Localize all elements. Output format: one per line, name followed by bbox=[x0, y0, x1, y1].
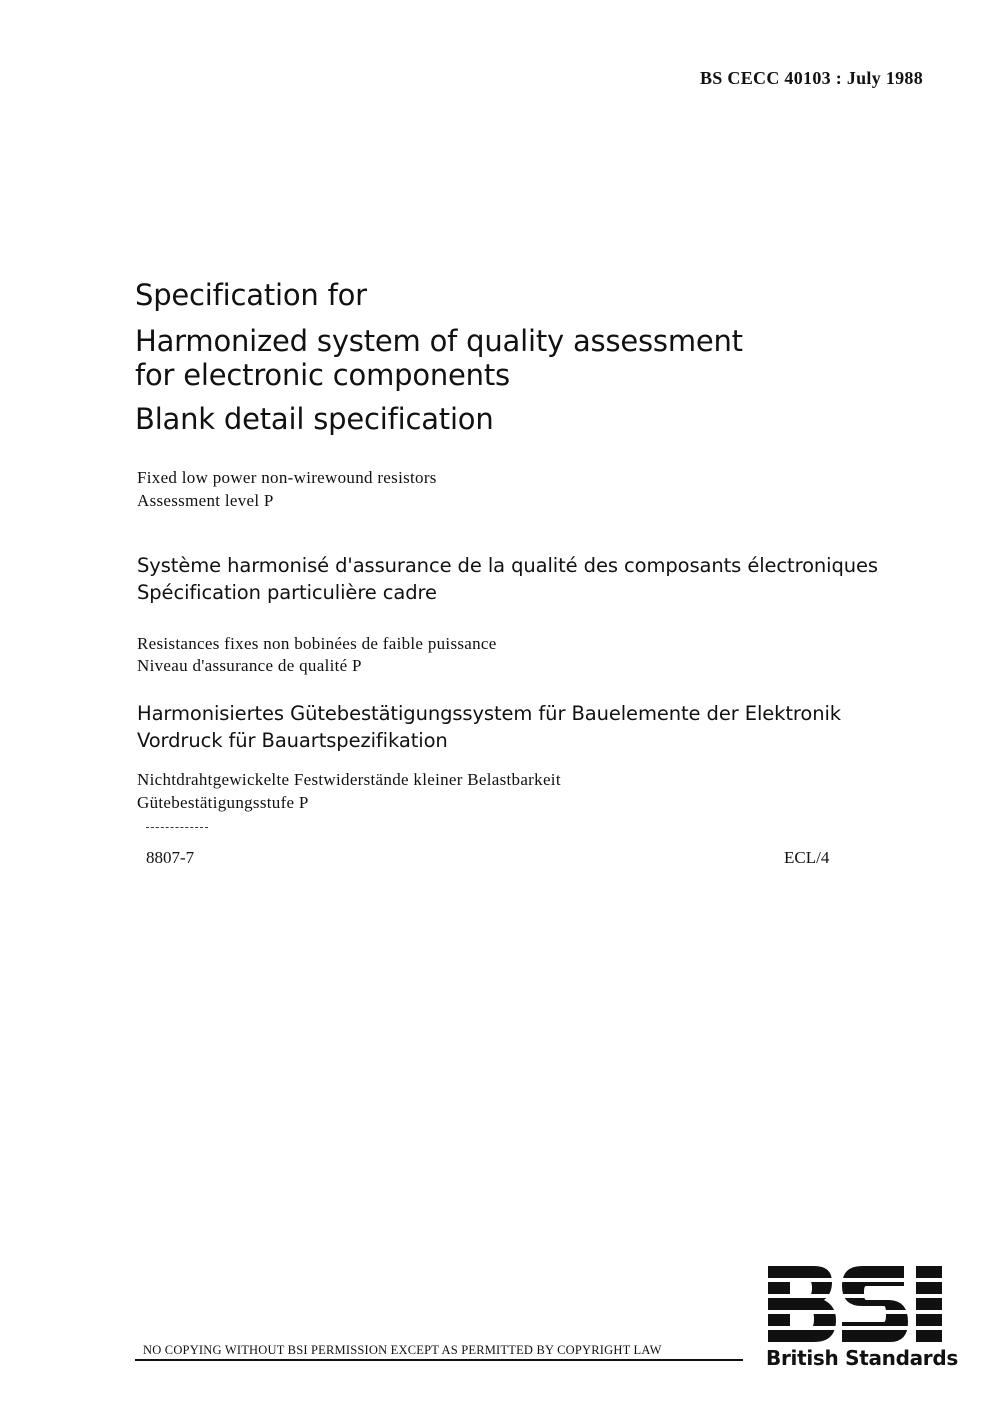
german-subtitle-1: Nichtdrahtgewickelte Festwiderstände kleiner Belastbarkeit bbox=[137, 770, 561, 789]
copyright-rule bbox=[135, 1359, 743, 1361]
title-line-3: for electronic components bbox=[135, 358, 510, 392]
french-title-2: Spécification particulière cadre bbox=[137, 581, 437, 604]
document-number: 8807-7 bbox=[146, 848, 195, 867]
german-subtitle-2: Gütebestätigungsstufe P bbox=[137, 793, 309, 812]
copyright-notice: NO COPYING WITHOUT BSI PERMISSION EXCEPT AS PERMITTED BY COPYRIGHT LAW bbox=[143, 1343, 662, 1357]
french-subtitle-2: Niveau d'assurance de qualité P bbox=[137, 656, 362, 675]
brand-name: British Standards bbox=[766, 1346, 958, 1370]
english-subtitle-1: Fixed low power non-wirewound resistors bbox=[137, 468, 437, 487]
document-reference: BS CECC 40103 : July 1988 bbox=[700, 68, 924, 88]
french-title-1: Système harmonisé d'assurance de la qualité des composants électroniques bbox=[137, 554, 878, 577]
title-line-2: Harmonized system of quality assessment bbox=[135, 324, 743, 358]
title-line-4: Blank detail specification bbox=[135, 402, 494, 436]
german-title-1: Harmonisiertes Gütebestätigungssystem für Bauelemente der Elektronik bbox=[137, 702, 841, 725]
separator-dashes bbox=[146, 827, 208, 828]
french-subtitle-1: Resistances fixes non bobinées de faible puissance bbox=[137, 634, 497, 653]
title-line-1: Specification for bbox=[135, 278, 367, 312]
german-title-2: Vordruck für Bauartspezifikation bbox=[137, 729, 448, 752]
committee-code: ECL/4 bbox=[784, 848, 830, 867]
english-subtitle-2: Assessment level P bbox=[137, 491, 274, 510]
bsi-logo-icon bbox=[766, 1266, 944, 1342]
